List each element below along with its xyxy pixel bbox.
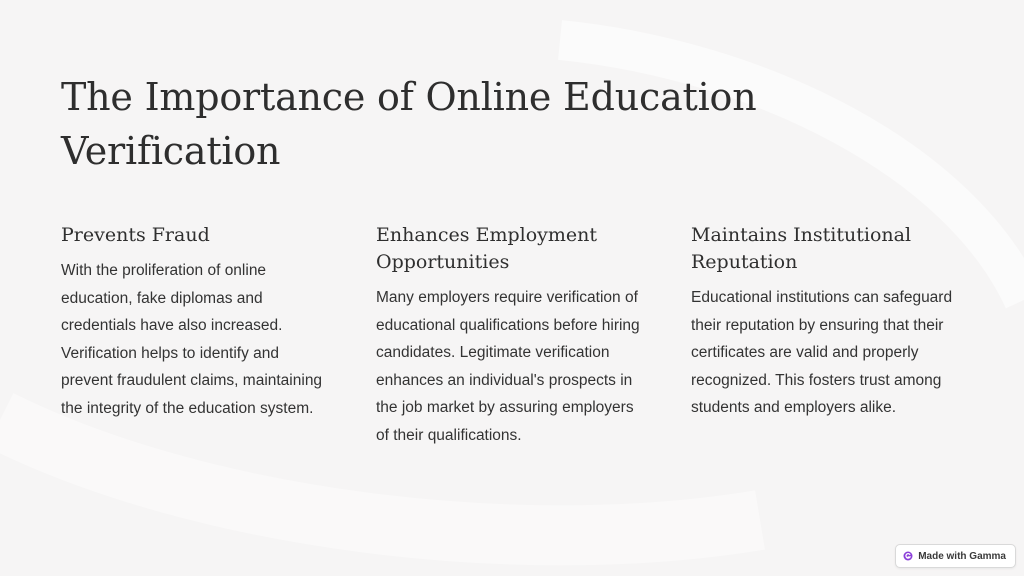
- column-heading: Maintains Institutional Reputation: [691, 224, 912, 273]
- column-prevents-fraud: [61, 222, 331, 449]
- column-body: Many employers require verification of educational qualifications before hiring candidates. Legitimate verification enhances an individual's prospects in the job market by assuring employers of their qualifications.: [376, 289, 640, 444]
- made-with-gamma-badge[interactable]: [895, 544, 1016, 568]
- column-institutional-reputation: [691, 222, 961, 449]
- slide-title: The Importance of Online Education Verification: [61, 75, 757, 173]
- column-enhances-employment: [376, 222, 646, 449]
- column-heading: Enhances Employment Opportunities: [376, 224, 598, 273]
- badge-label: Made with Gamma: [918, 550, 1006, 562]
- column-body: Educational institutions can safeguard their reputation by ensuring that their certificates are valid and properly recognized. This fosters trust among students and employers alike.: [691, 289, 953, 416]
- columns: [61, 222, 961, 449]
- column-body: With the proliferation of online education, fake diplomas and credentials have also increased. Verification helps to identify and prevent fraudulent claims, maintaining the integrity of the education system.: [61, 262, 323, 417]
- slide-content: [61, 70, 961, 444]
- gamma-logo-icon: [903, 551, 913, 561]
- column-heading: Prevents Fraud: [61, 224, 210, 246]
